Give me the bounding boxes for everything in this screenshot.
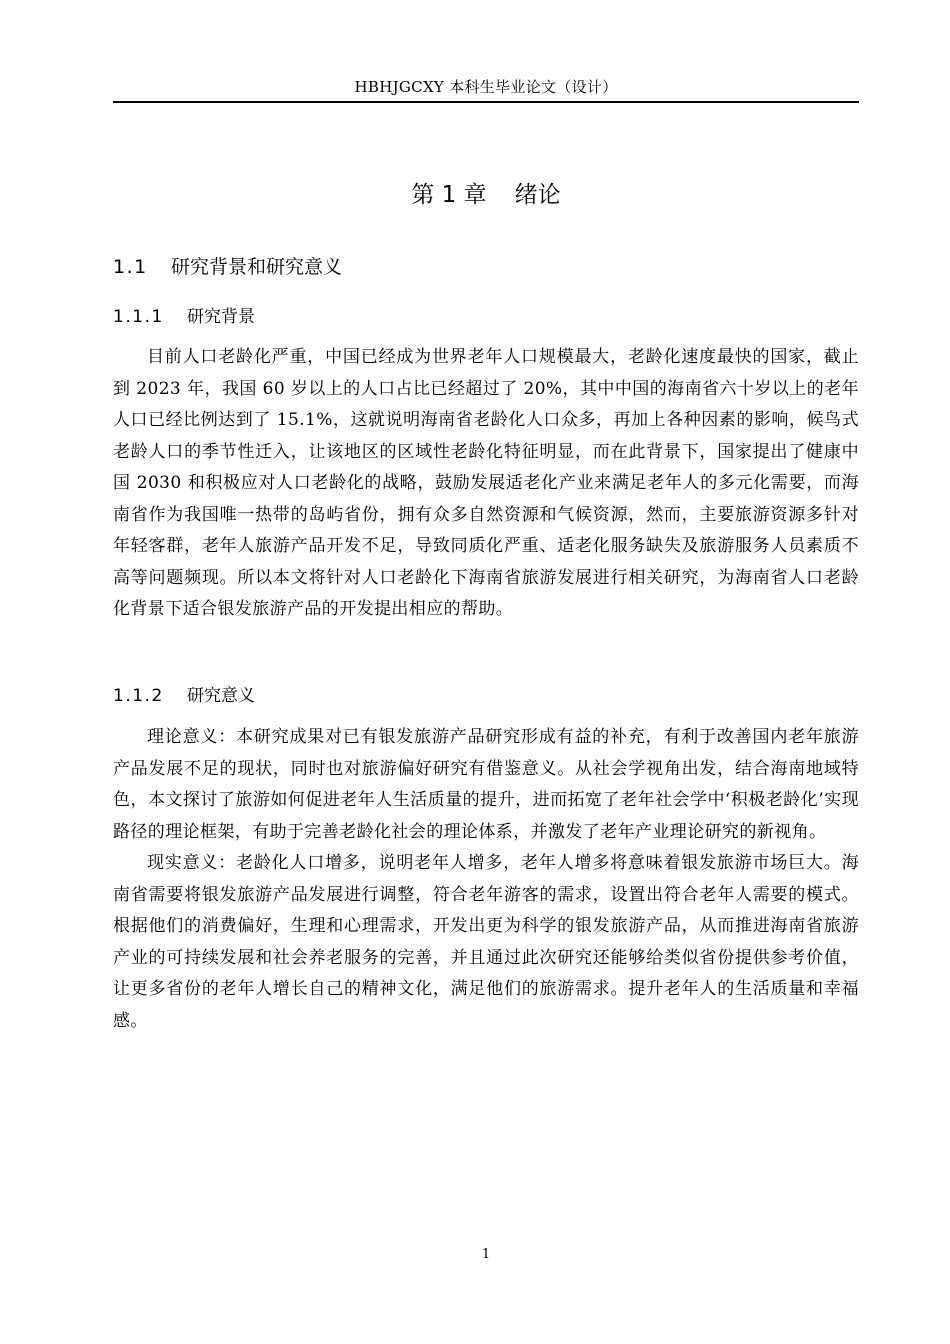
- paragraph: 目前人口老龄化严重，中国已经成为世界老年人口规模最大，老龄化速度最快的国家，截止到 2023 年，我国 60 岁以上的人口占比已经超过了 20%，其中中国的海南省六十岁以上的老年人口已经比例达到了 15.1%，这就说明海南省老龄化人口众多，再加上各种因素的影响，候鸟式老龄人口的季节性迁入，让该地区的区域性老龄化特征明显，而在此背景下，国家提出了健康中国 2030 和积极应对人口老龄化的战略，鼓励发展适老化产业来满足老年人的多元化需要，而海南省作为我国唯一热带的岛屿省份，拥有众多自然资源和气候资源，然而，主要旅游资源多针对年轻客群，老年人旅游产品开发不足，导致同质化严重、适老化服务缺失及旅游服务人员素质不高等问题频现。所以本文将针对人口老龄化下海南省旅游发展进行相关研究，为海南省人口老龄化背景下适合银发旅游产品的开发提出相应的帮助。: [113, 347, 859, 619]
- paragraph: 现实意义：老龄化人口增多，说明老年人增多，老年人增多将意味着银发旅游市场巨大。海南省需要将银发旅游产品发展进行调整，符合老年游客的需求，设置出符合老年人需要的模式。根据他们的消费偏好，生理和心理需求，开发出更为科学的银发旅游产品，从而推进海南省旅游产业的可持续发展和社会养老服务的完善，并且通过此次研究还能够给类似省份提供参考价值，让更多省份的老年人增长自己的精神文化，满足他们的旅游需求。提升老年人的生活质量和幸福感。: [113, 853, 859, 1031]
- subsection-number: 1.1.2: [113, 686, 164, 706]
- chapter-label: 第 1 章: [411, 182, 487, 208]
- section-heading-1-1: [113, 253, 342, 281]
- background-body: [113, 342, 859, 626]
- significance-body: [113, 722, 859, 1037]
- subsection-number: 1.1.1: [113, 307, 164, 327]
- section-title: 研究背景和研究意义: [171, 256, 343, 278]
- subsection-heading-1-1-1: [113, 304, 255, 330]
- subsection-title: 研究意义: [187, 686, 255, 706]
- chapter-name: 绪论: [514, 182, 561, 208]
- header-rule: [113, 101, 859, 103]
- subsection-heading-1-1-2: [113, 683, 255, 709]
- section-number: 1.1: [113, 256, 148, 278]
- chapter-title: [113, 178, 859, 212]
- subsection-title: 研究背景: [187, 307, 255, 327]
- page-number: 1: [481, 1247, 491, 1262]
- paragraph: 理论意义：本研究成果对已有银发旅游产品研究形成有益的补充，有利于改善国内老年旅游产品发展不足的现状，同时也对旅游偏好研究有借鉴意义。从社会学视角出发，结合海南地域特色，本文探讨了旅游如何促进老年人生活质量的提升，进而拓宽了老年社会学中‘积极老龄化’实现路径的理论框架，有助于完善老龄化社会的理论体系，并激发了老年产业理论研究的新视角。: [113, 727, 859, 842]
- page-header: HBHJGCXY 本科生毕业论文（设计）: [354, 78, 618, 96]
